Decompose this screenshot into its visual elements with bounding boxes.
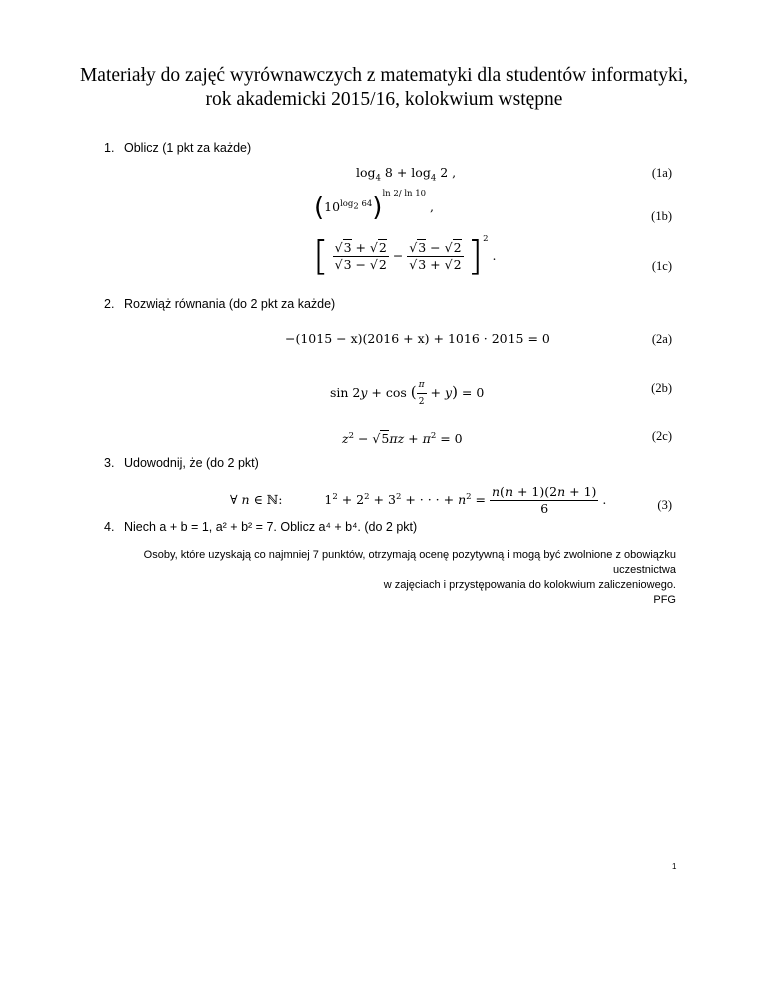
equation-tag: (1a)	[651, 166, 672, 180]
equation-1a: $\log_4 8 + \log_4 2$ ,	[356, 165, 457, 184]
task-text: Oblicz (1 pkt za każde)	[124, 141, 252, 155]
document-title	[0, 64, 768, 112]
note-line-1: Osoby, które uzyskają co najmniej 7 punktów, otrzymają ocenę pozytywną i mogą być zwolnione z obowiązku uczestnictwa	[143, 549, 676, 576]
page-number: 1	[672, 862, 677, 871]
equation-tag: (3)	[657, 498, 672, 512]
task-number: 1.	[104, 141, 115, 155]
title-line-2: rok akademicki 2015/16, kolokwium wstępne	[205, 89, 563, 110]
task-number: 2.	[104, 297, 115, 311]
equation-tag: (1b)	[651, 209, 672, 223]
equation-2c: $z^2 - √5\pi z + \pi^2 = 0$	[342, 431, 463, 447]
task-number: 3.	[104, 456, 115, 470]
task-text: Udowodnij, że (do 2 pkt)	[124, 456, 259, 470]
task-text: Niech a + b = 1, a² + b² = 7. Oblicz a⁴ + b⁴. (do 2 pkt)	[124, 520, 418, 534]
task-1-heading	[104, 140, 251, 156]
equation-1b: $(10^{log_2 64})^{ln 2/ ln 10}$ ,	[314, 189, 434, 223]
task-text: Rozwiąż równania (do 2 pkt za każde)	[124, 297, 336, 311]
task-3-heading	[104, 455, 259, 471]
grading-note	[96, 548, 676, 608]
equation-1c: [ $\frac{√3 + √2}{√3 - √2}$ − $\frac{√3 - √2}{√3 + √2}$ ]$^2$ .	[313, 233, 497, 280]
equation-2b: sin 2y + cos ( $\frac{\pi}{2}$ + y) = 0	[330, 377, 484, 410]
equation-3: ∀ n ∈ ℕ: $1^2 + 2^2 + 3^2$ + · · · + $n^2$ = $\frac{n(n + 1)(2n + 1)}{6}$ .	[230, 484, 607, 516]
equation-tag: (2a)	[651, 332, 672, 346]
task-number: 4.	[104, 520, 115, 534]
task-2-heading	[104, 296, 335, 312]
note-line-2: w zajęciach i przystępowania do kolokwium zaliczeniowego.	[383, 579, 676, 591]
task-4-heading	[104, 519, 417, 535]
equation-tag: (1c)	[651, 259, 672, 273]
equation-tag: (2c)	[651, 429, 672, 443]
note-signature: PFG	[653, 594, 676, 606]
equation-tag: (2b)	[651, 381, 672, 395]
title-line-1: Materiały do zajęć wyrównawczych z matematyki dla studentów informatyki,	[79, 65, 689, 86]
equation-2a: −(1015 − x)(2016 + x) + 1016 · 2015 = 0	[285, 331, 550, 346]
